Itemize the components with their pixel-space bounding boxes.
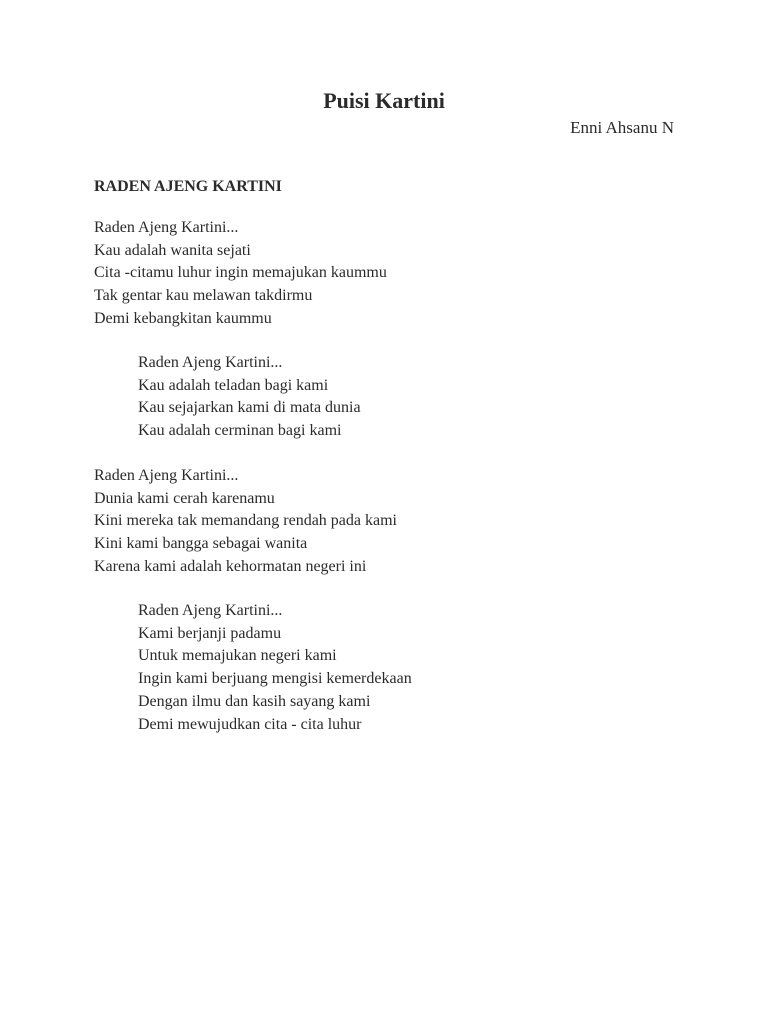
poem-line: Raden Ajeng Kartini...: [94, 467, 239, 484]
poem-line: Cita -citamu luhur ingin memajukan kaummu: [94, 264, 387, 282]
poem-line: Demi mewujudkan cita - cita luhur: [138, 715, 362, 733]
poem-line: Ingin kami berjuang mengisi kemerdekaan: [138, 670, 412, 688]
stanza-3: [94, 465, 397, 579]
poem-heading: RADEN AJENG KARTINI: [94, 178, 282, 195]
poem-line: Dunia kami cerah karenamu: [94, 489, 275, 507]
poem-line: Kau sejajarkan kami di mata dunia: [138, 399, 361, 417]
document-title: Puisi Kartini: [323, 88, 445, 113]
poem-line: Kau adalah wanita sejati: [94, 241, 251, 259]
poem-line: Raden Ajeng Kartini...: [138, 354, 283, 371]
poem-line: Kami berjanji padamu: [138, 624, 282, 642]
poem-line: Raden Ajeng Kartini...: [94, 219, 239, 236]
poem-line: Kini kami bangga sebagai wanita: [94, 535, 308, 553]
poem-line: Tak gentar kau melawan takdirmu: [94, 287, 313, 305]
document-author: Enni Ahsanu N: [570, 118, 674, 137]
stanza-4: [138, 600, 412, 736]
poem-line: Raden Ajeng Kartini...: [138, 602, 283, 619]
poem-line: Kau adalah teladan bagi kami: [138, 376, 329, 394]
poem-line: Dengan ilmu dan kasih sayang kami: [138, 692, 371, 710]
stanza-2: [138, 352, 361, 443]
poem-line: Karena kami adalah kehormatan negeri ini: [94, 557, 367, 575]
poem-line: Demi kebangkitan kaummu: [94, 309, 272, 327]
poem-line: Kau adalah cerminan bagi kami: [138, 422, 342, 440]
poem-line: Untuk memajukan negeri kami: [138, 647, 337, 665]
poem-line: Kini mereka tak memandang rendah pada kami: [94, 512, 397, 530]
stanza-1: [94, 217, 387, 331]
